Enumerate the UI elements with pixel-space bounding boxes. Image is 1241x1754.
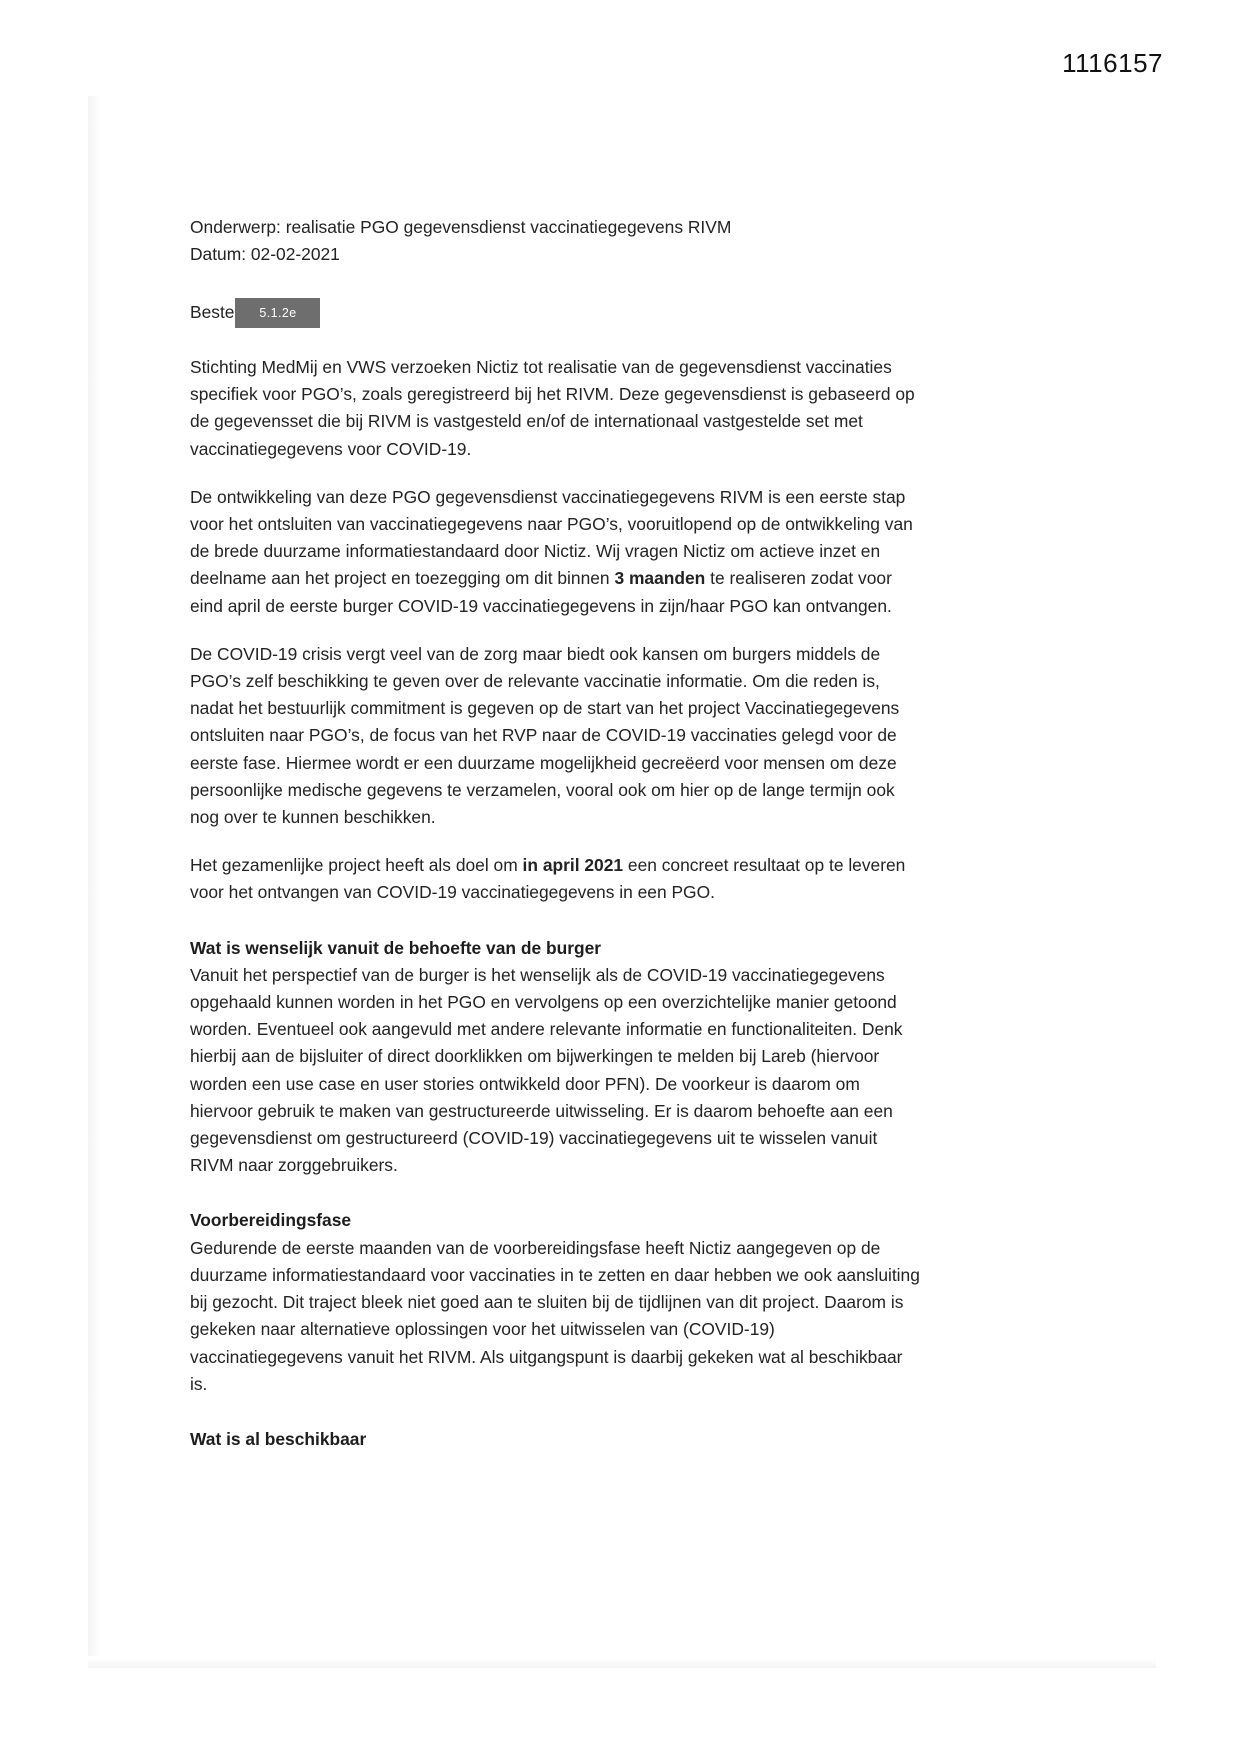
redaction-label: 5.1.2e (259, 305, 297, 320)
section-body-preparation-phase: Gedurende de eerste maanden van de voorbereidingsfase heeft Nictiz aangegeven op de duurzame informatiestandaard voor vaccinaties in te zetten en daar hebben we ook aansluiting bij gezocht. Dit traject bleek niet goed aan te sluiten bij de tijdlijnen van dit project. Daarom is gekeken naar alternatieve oplossingen voor het uitwisselen van (COVID-19) vaccinatiegegevens vanuit het RIVM. Als uitgangspunt is daarbij gekeken wat al beschikbaar is. (190, 1237, 920, 1394)
section-citizen-needs (190, 935, 920, 1180)
document-body (190, 214, 920, 1453)
section-heading-available: Wat is al beschikbaar (190, 1428, 367, 1449)
page-number: 1116157 (1062, 48, 1163, 78)
paragraph-development (190, 484, 920, 620)
paragraph-development-emphasis: 3 maanden (614, 568, 706, 589)
salutation-row (190, 298, 920, 328)
section-available (190, 1426, 920, 1453)
redaction-box (235, 298, 320, 328)
section-heading-citizen-needs: Wat is wenselijk vanuit de behoefte van de burger (190, 937, 602, 958)
section-preparation-phase (190, 1207, 920, 1397)
scan-shading-bottom (88, 1658, 1156, 1668)
subject-line: Onderwerp: realisatie PGO gegevensdienst vaccinatiegegevens RIVM (190, 217, 732, 237)
scan-shading-left (88, 96, 100, 1656)
paragraph-goal-emphasis: in april 2021 (522, 855, 624, 876)
paragraph-crisis: De COVID-19 crisis vergt veel van de zorg maar biedt ook kansen om burgers middels de PGO’s zelf beschikking te geven over de relevante vaccinatie informatie. Om die reden is, nadat het bestuurlijk commitment is gegeven op de start van het project Vaccinatiegegevens ontsluiten naar PGO’s, de focus van het RVP naar de COVID-19 vaccinaties gelegd voor de eerste fase. Hiermee wordt er een duurzame mogelijkheid gecreëerd voor mensen om deze persoonlijke medische gegevens te verzamelen, vooral ook om hier op de lange termijn ook nog over te kunnen beschikken. (190, 643, 900, 828)
paragraph-development-part1: De ontwikkeling van deze PGO gegevensdienst vaccinatiegegevens RIVM is een eerste stap voor het ontsluiten van vaccinatiegegevens naar PGO’s, vooruitlopend op de ontwikkeling van de brede duurzame informatiestandaard door Nictiz. Wij vragen Nictiz om actieve inzet en deelname aan het project en toezegging om dit binnen (190, 486, 913, 589)
paragraph-goal (190, 852, 920, 906)
paragraph-request: Stichting MedMij en VWS verzoeken Nictiz tot realisatie van de gegevensdienst vaccinaties specifiek voor PGO’s, zoals geregistreerd bij het RIVM. Deze gegevensdienst is gebaseerd op de gegevensset die bij RIVM is vastgesteld en/of de internationaal vastgestelde set met vaccinatiegegevens voor COVID-19. (190, 357, 915, 459)
salutation-greeting: Beste (190, 302, 235, 322)
paragraph-goal-part2: een concreet resultaat op te leveren voor het ontvangen van COVID-19 vaccinatiegegevens in een PGO. (190, 855, 906, 903)
section-heading-preparation-phase: Voorbereidingsfase (190, 1210, 352, 1231)
date-line: Datum: 02-02-2021 (190, 244, 340, 264)
paragraph-goal-part1: Het gezamenlijke project heeft als doel om (190, 855, 523, 876)
section-body-citizen-needs: Vanuit het perspectief van de burger is het wenselijk als de COVID-19 vaccinatiegegevens opgehaald kunnen worden in het PGO en vervolgens op een overzichtelijke manier getoond worden. Eventueel ook aangevuld met andere relevante informatie en functionaliteiten. Denk hierbij aan de bijsluiter of direct doorklikken om bijwerkingen te melden bij Lareb (hiervoor worden een use case en user stories ontwikkeld door PFN). De voorkeur is daarom om hiervoor gebruik te maken van gestructureerde uitwisseling. Er is daarom behoefte aan een gegevensdienst om gestructureerd (COVID-19) vaccinatiegegevens uit te wisselen vanuit RIVM naar zorggebruikers. (190, 964, 903, 1176)
paragraph-development-part2: te realiseren zodat voor eind april de eerste burger COVID-19 vaccinatiegegevens in zijn/haar PGO kan ontvangen. (190, 568, 892, 616)
